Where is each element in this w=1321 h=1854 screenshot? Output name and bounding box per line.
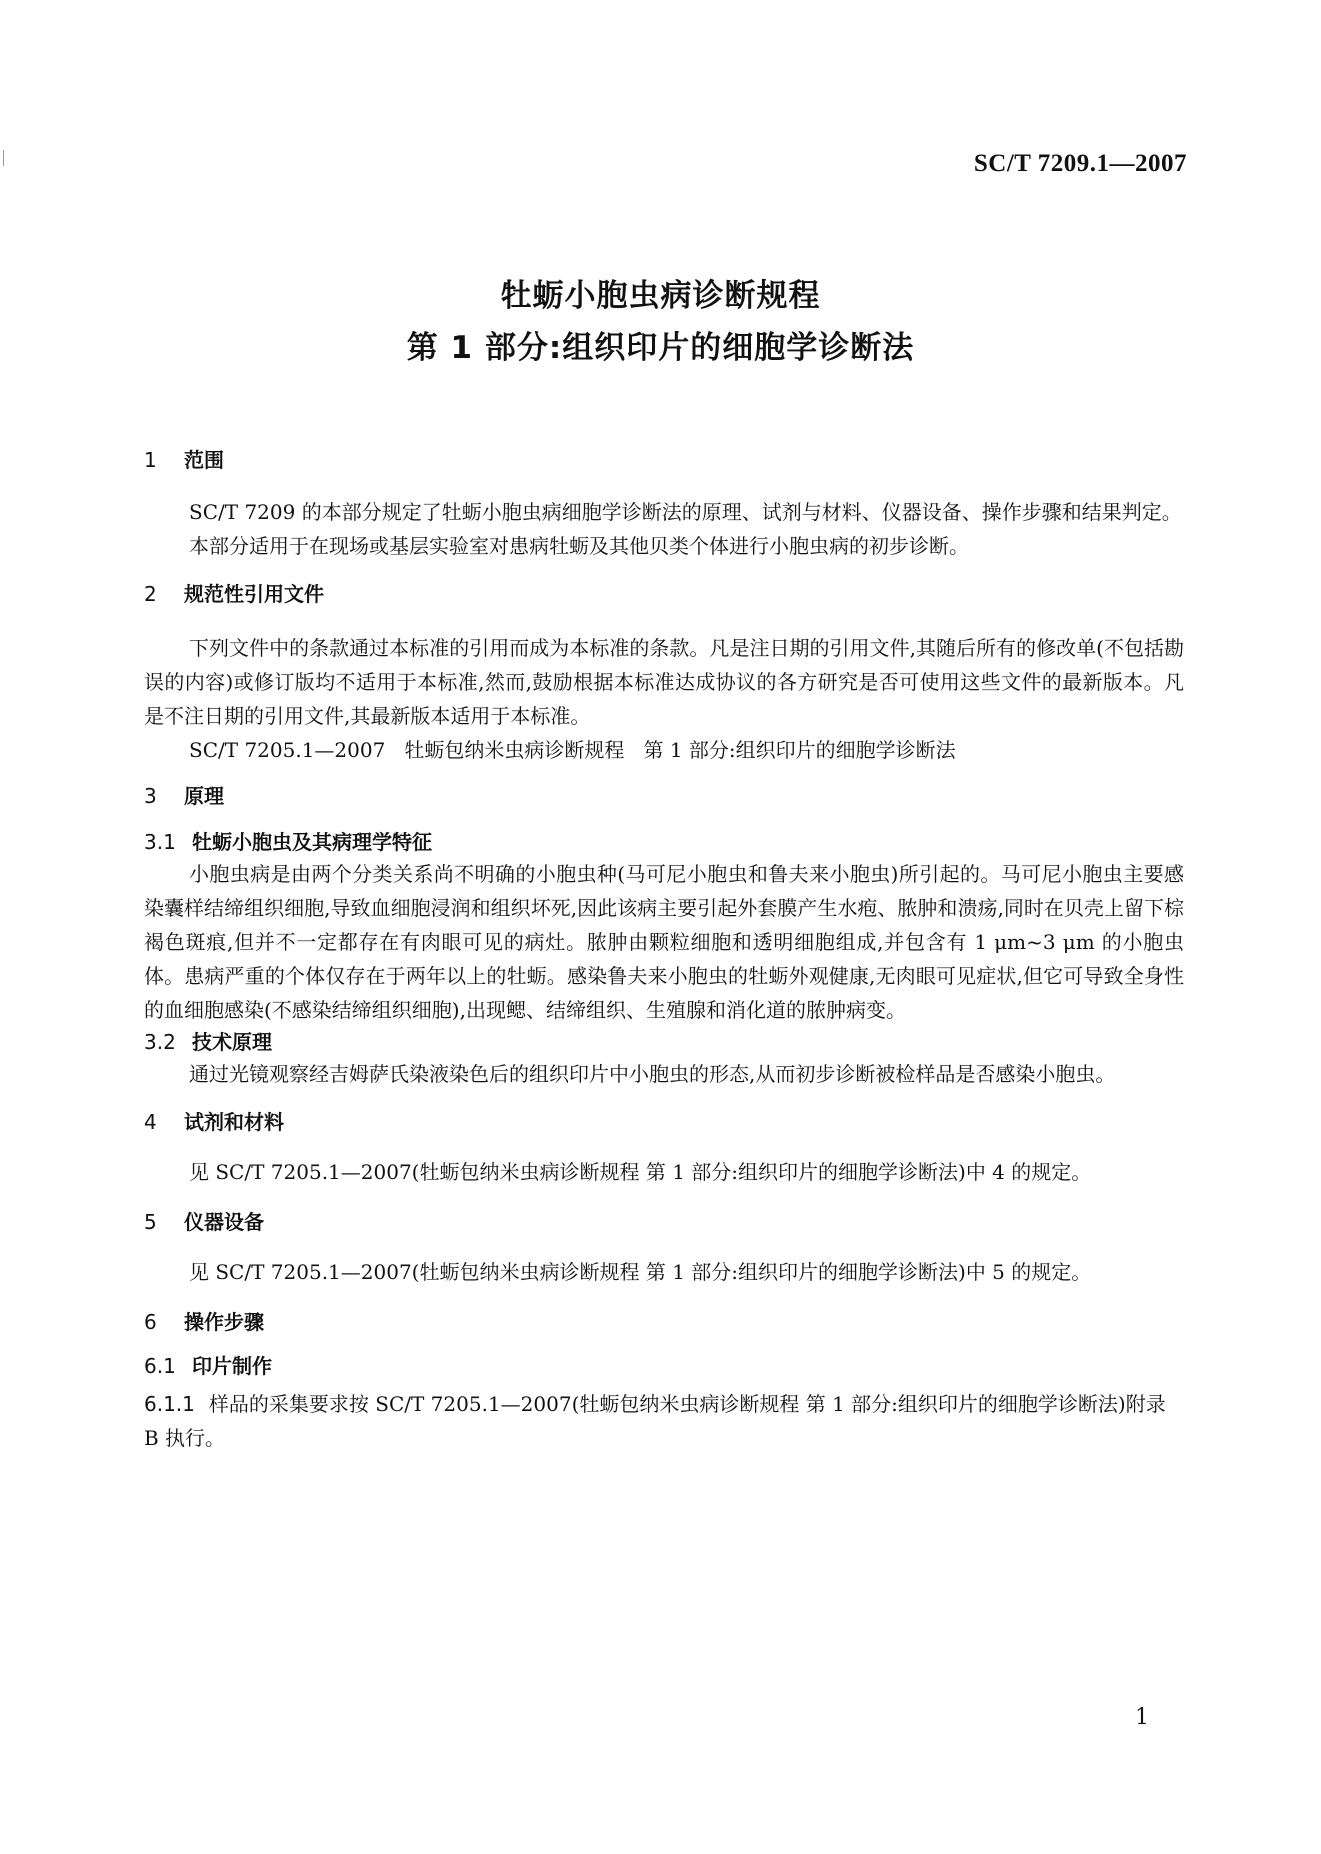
section-title: 范围 bbox=[184, 448, 224, 472]
clause-6-1-1 bbox=[144, 1387, 1184, 1455]
title-line-2: 第 1 部分:组织印片的细胞学诊断法 bbox=[406, 330, 915, 366]
subsection-3-1-heading bbox=[144, 827, 1184, 857]
section-1-paragraph-1: SC/T 7209 的本部分规定了牡蛎小胞虫病细胞学诊断法的原理、试剂与材料、仪器设备、操作步骤和结果判定。 bbox=[189, 500, 1182, 524]
section-title: 操作步骤 bbox=[184, 1310, 264, 1334]
subsection-number: 3.2 bbox=[144, 1030, 176, 1054]
section-1-paragraph-2: 本部分适用于在现场或基层实验室对患病牡蛎及其他贝类个体进行小胞虫病的初步诊断。 bbox=[189, 534, 969, 558]
section-5-heading bbox=[144, 1207, 1184, 1237]
subsection-6-1-heading bbox=[144, 1351, 1184, 1381]
section-3-heading bbox=[144, 781, 1184, 811]
section-number: 5 bbox=[144, 1210, 157, 1234]
clause-number: 6.1.1 bbox=[144, 1392, 195, 1416]
section-title: 试剂和材料 bbox=[184, 1110, 284, 1134]
section-title: 仪器设备 bbox=[184, 1210, 264, 1234]
clause-text: 样品的采集要求按 SC/T 7205.1—2007(牡蛎包纳米虫病诊断规程 第 1 部分:组织印片的细胞学诊断法)附录 B 执行。 bbox=[144, 1392, 1166, 1450]
title-line-1: 牡蛎小胞虫病诊断规程 bbox=[500, 278, 821, 314]
section-4-heading bbox=[144, 1107, 1184, 1137]
section-6-heading bbox=[144, 1307, 1184, 1337]
page-number: 1 bbox=[1135, 1705, 1149, 1730]
scan-margin-mark bbox=[3, 150, 4, 166]
subsection-title: 牡蛎小胞虫及其病理学特征 bbox=[192, 830, 432, 854]
section-title: 规范性引用文件 bbox=[184, 582, 324, 606]
section-number: 6 bbox=[144, 1310, 157, 1334]
section-4-paragraph: 见 SC/T 7205.1—2007(牡蛎包纳米虫病诊断规程 第 1 部分:组织印片的细胞学诊断法)中 4 的规定。 bbox=[189, 1160, 1092, 1184]
section-2-heading bbox=[144, 579, 1184, 609]
document-body bbox=[144, 445, 1184, 1455]
normative-reference: SC/T 7205.1—2007 牡蛎包纳米虫病诊断规程 第 1 部分:组织印片的细胞学诊断法 bbox=[189, 738, 956, 762]
section-number: 1 bbox=[144, 448, 157, 472]
section-number: 3 bbox=[144, 784, 157, 808]
section-number: 2 bbox=[144, 582, 157, 606]
document-title bbox=[0, 270, 1321, 374]
standard-code: SC/T 7209.1—2007 bbox=[973, 150, 1187, 177]
section-title: 原理 bbox=[184, 784, 224, 808]
subsection-3-1-paragraph: 小胞虫病是由两个分类关系尚不明确的小胞虫种(马可尼小胞虫和鲁夫来小胞虫)所引起的。马可尼小胞虫主要感染囊样结缔组织细胞,导致血细胞浸润和组织坏死,因此该病主要引起外套膜产生水疱、脓肿和溃疡,同时在贝壳上留下棕褐色斑痕,但并不一定都存在有肉眼可见的病灶。脓肿由颗粒细胞和透明细胞组成,并包含有 1 μm~3 μm 的小胞虫体。患病严重的个体仅存在于两年以上的牡蛎。感染鲁夫来小胞虫的牡蛎外观健康,无肉眼可见症状,但它可导致全身性的血细胞感染(不感染结缔组织细胞),出现鳃、结缔组织、生殖腺和消化道的脓肿病变。 bbox=[144, 862, 1184, 1022]
subsection-title: 印片制作 bbox=[192, 1354, 272, 1378]
section-2-paragraph: 下列文件中的条款通过本标准的引用而成为本标准的条款。凡是注日期的引用文件,其随后所有的修改单(不包括勘误的内容)或修订版均不适用于本标准,然而,鼓励根据本标准达成协议的各方研究是否可使用这些文件的最新版本。凡是不注日期的引用文件,其最新版本适用于本标准。 bbox=[144, 636, 1184, 728]
subsection-title: 技术原理 bbox=[192, 1030, 272, 1054]
section-number: 4 bbox=[144, 1110, 157, 1134]
section-5-paragraph: 见 SC/T 7205.1—2007(牡蛎包纳米虫病诊断规程 第 1 部分:组织印片的细胞学诊断法)中 5 的规定。 bbox=[189, 1260, 1092, 1284]
section-1-heading bbox=[144, 445, 1184, 475]
subsection-number: 3.1 bbox=[144, 830, 176, 854]
subsection-3-2-heading bbox=[144, 1027, 1184, 1057]
subsection-number: 6.1 bbox=[144, 1354, 176, 1378]
subsection-3-2-paragraph: 通过光镜观察经吉姆萨氏染液染色后的组织印片中小胞虫的形态,从而初步诊断被检样品是否感染小胞虫。 bbox=[189, 1062, 1116, 1086]
